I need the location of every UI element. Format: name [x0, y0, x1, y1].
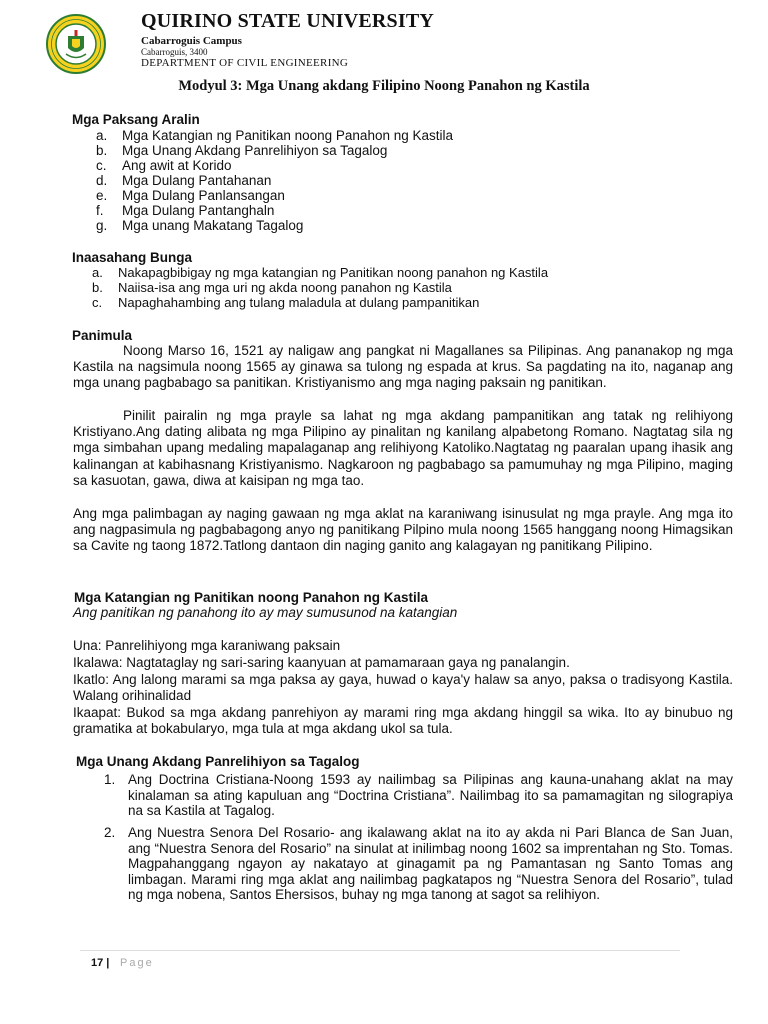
list-marker: b. [92, 280, 103, 295]
university-name: QUIRINO STATE UNIVERSITY [141, 10, 435, 32]
list-text: Mga Dulang Pantanghaln [122, 203, 275, 218]
list-marker: g. [96, 218, 108, 233]
religious-item-2: Ang Nuestra Senora Del Rosario- ang ikalawang aklat na ito ay akda ni Pari Blanca de San Juan, ang “Nuestra Senora del Rosario” na sinulat at inilimbag noong 1602 sa imprentahan ng Sto. Tomas. Magpahanggang ngayon ay nakatayo at ginagamit pa ng Pamantasan ng Santo Tomas ang limbagan. Marami ring mga aklat ang nailimbag pagkatapos ng “Nuestra Senora del Rosario”, tulad ng mga nobena, Santos Ehersisos, buhay ng mga tanong at sagot sa relihiyon. [128, 825, 733, 902]
outcome-item [92, 295, 479, 310]
campus-name: Cabarroguis Campus [141, 35, 242, 47]
outcome-item [92, 265, 548, 280]
religious-heading: Mga Unang Akdang Panrelihiyon sa Tagalog [76, 754, 360, 769]
topics-heading: Mga Paksang Aralin [72, 112, 200, 127]
intro-paragraph-3: Ang mga palimbagan ay naging gawaan ng mga aklat na karaniwang isinusulat ng mga prayle. Ang mga ito ang nagpasimula ng pagbabagong anyo ng panitikang Pilpino mula noong 1565 hanggang noong Himagsikan sa Cavite ng taong 1872.Tatlong dantaon din naging ganito ang kalagayan ng panitikang Pilipino. [73, 506, 733, 554]
topic-item [96, 158, 232, 173]
list-text: Mga Dulang Panlansangan [122, 188, 285, 203]
page-number: 17 | [91, 957, 110, 969]
list-text: Mga unang Makatang Tagalog [122, 218, 304, 233]
characteristic-ikalawa: Ikalawa: Nagtataglay ng sari-saring kaanyuan at pamamaraan gaya ng panalangin. [73, 655, 570, 670]
intro-paragraph-2: Pinilit pairalin ng mga prayle sa lahat ng mga akdang pampanitikan ang tatak ng relihiyong Kristiyano.Ang dating alibata ng mga Pilipino ay pinalitan ng kanilang alpabetong Romano. Nagtatag sila ng mga simbahan upang medaling mapalaganap ang relihiyong Katoliko.Nagtatag ng paaralan upang ihasik ang kalinangan at kabihasnang Kristiyanismo. Nagkaroon ng pagbabago sa pamumuhay ng mga Pilipino, maging sa kasuotan, gawa, diwa at kaisipan ng mga tao. [73, 408, 733, 488]
topic-item [96, 188, 285, 203]
list-text: Mga Dulang Pantahanan [122, 173, 272, 188]
list-marker: f. [96, 203, 104, 218]
outcome-item [92, 280, 452, 295]
list-marker: c. [96, 158, 107, 173]
religious-item-marker: 1. [104, 772, 116, 787]
topic-item [96, 143, 387, 158]
topic-item [96, 203, 274, 218]
list-text: Mga Unang Akdang Panrelihiyon sa Tagalog [122, 143, 388, 158]
religious-item-marker: 2. [104, 825, 116, 840]
list-text: Naiisa-isa ang mga uri ng akda noong panahon ng Kastila [118, 280, 452, 295]
intro-heading: Panimula [72, 328, 133, 343]
intro-paragraph-1: Noong Marso 16, 1521 ay naligaw ang pangkat ni Magallanes sa Pilipinas. Ang pananakop ng mga Kastila na nagsimula noong 1565 ay ginawa sa tulong ng espada at krus. Sa pagdating na ito, naganap ang mga unang pagbabago sa panitikan. Kristiyanismo ang mga naging paksain ng panitikan. [73, 343, 733, 391]
campus-address: Cabarroguis, 3400 [141, 47, 208, 57]
characteristic-ikatlo: Ikatlo: Ang lalong marami sa mga paksa ay gaya, huwad o kaya'y halaw sa anyo, paksa o tradisyong Kastila. Walang orihinalidad [73, 672, 733, 704]
list-marker: d. [96, 173, 108, 188]
footer-divider [80, 950, 680, 951]
list-marker: c. [92, 295, 103, 310]
religious-item-1: Ang Doctrina Cristiana-Noong 1593 ay nailimbag sa Pilipinas ang kauna-unahang aklat na may kinalaman sa ating kapuluan ang “Doctrina Cristiana”. Nailimbag ito sa pamamagitan ng silograpiya na sa Kastila at Tagalog. [128, 772, 733, 818]
list-marker: a. [96, 128, 108, 143]
list-text: Nakapagbibigay ng mga katangian ng Panitikan noong panahon ng Kastila [118, 265, 549, 280]
list-text: Napaghahambing ang tulang maladula at dulang pampanitikan [118, 295, 480, 310]
module-title: Modyul 3: Mga Unang akdang Filipino Noong Panahon ng Kastila [178, 78, 590, 94]
list-text: Ang awit at Korido [122, 158, 232, 173]
university-seal-icon [46, 14, 106, 74]
list-marker: a. [92, 265, 103, 280]
topic-item [96, 218, 303, 233]
characteristics-heading: Mga Katangian ng Panitikan noong Panahon ng Kastila [74, 590, 429, 605]
department-name: DEPARTMENT OF CIVIL ENGINEERING [141, 57, 349, 69]
characteristic-una: Una: Panrelihiyong mga karaniwang paksain [73, 638, 341, 653]
list-marker: b. [96, 143, 108, 158]
characteristic-ikaapat: Ikaapat: Bukod sa mga akdang panrehiyon ay marami ring mga akdang hinggil sa wika. Ito ay binubuo ng gramatika at bokabularyo, mga tula at mga akdang ukol sa tula. [73, 705, 733, 737]
topic-item [96, 173, 271, 188]
outcomes-heading: Inaasahang Bunga [72, 250, 193, 265]
topic-item [96, 128, 453, 143]
list-text: Mga Katangian ng Panitikan noong Panahon ng Kastila [122, 128, 454, 143]
list-marker: e. [96, 188, 108, 203]
characteristics-subtitle: Ang panitikan ng panahong ito ay may sumusunod na katangian [73, 605, 458, 620]
page-label: Page [120, 957, 154, 969]
